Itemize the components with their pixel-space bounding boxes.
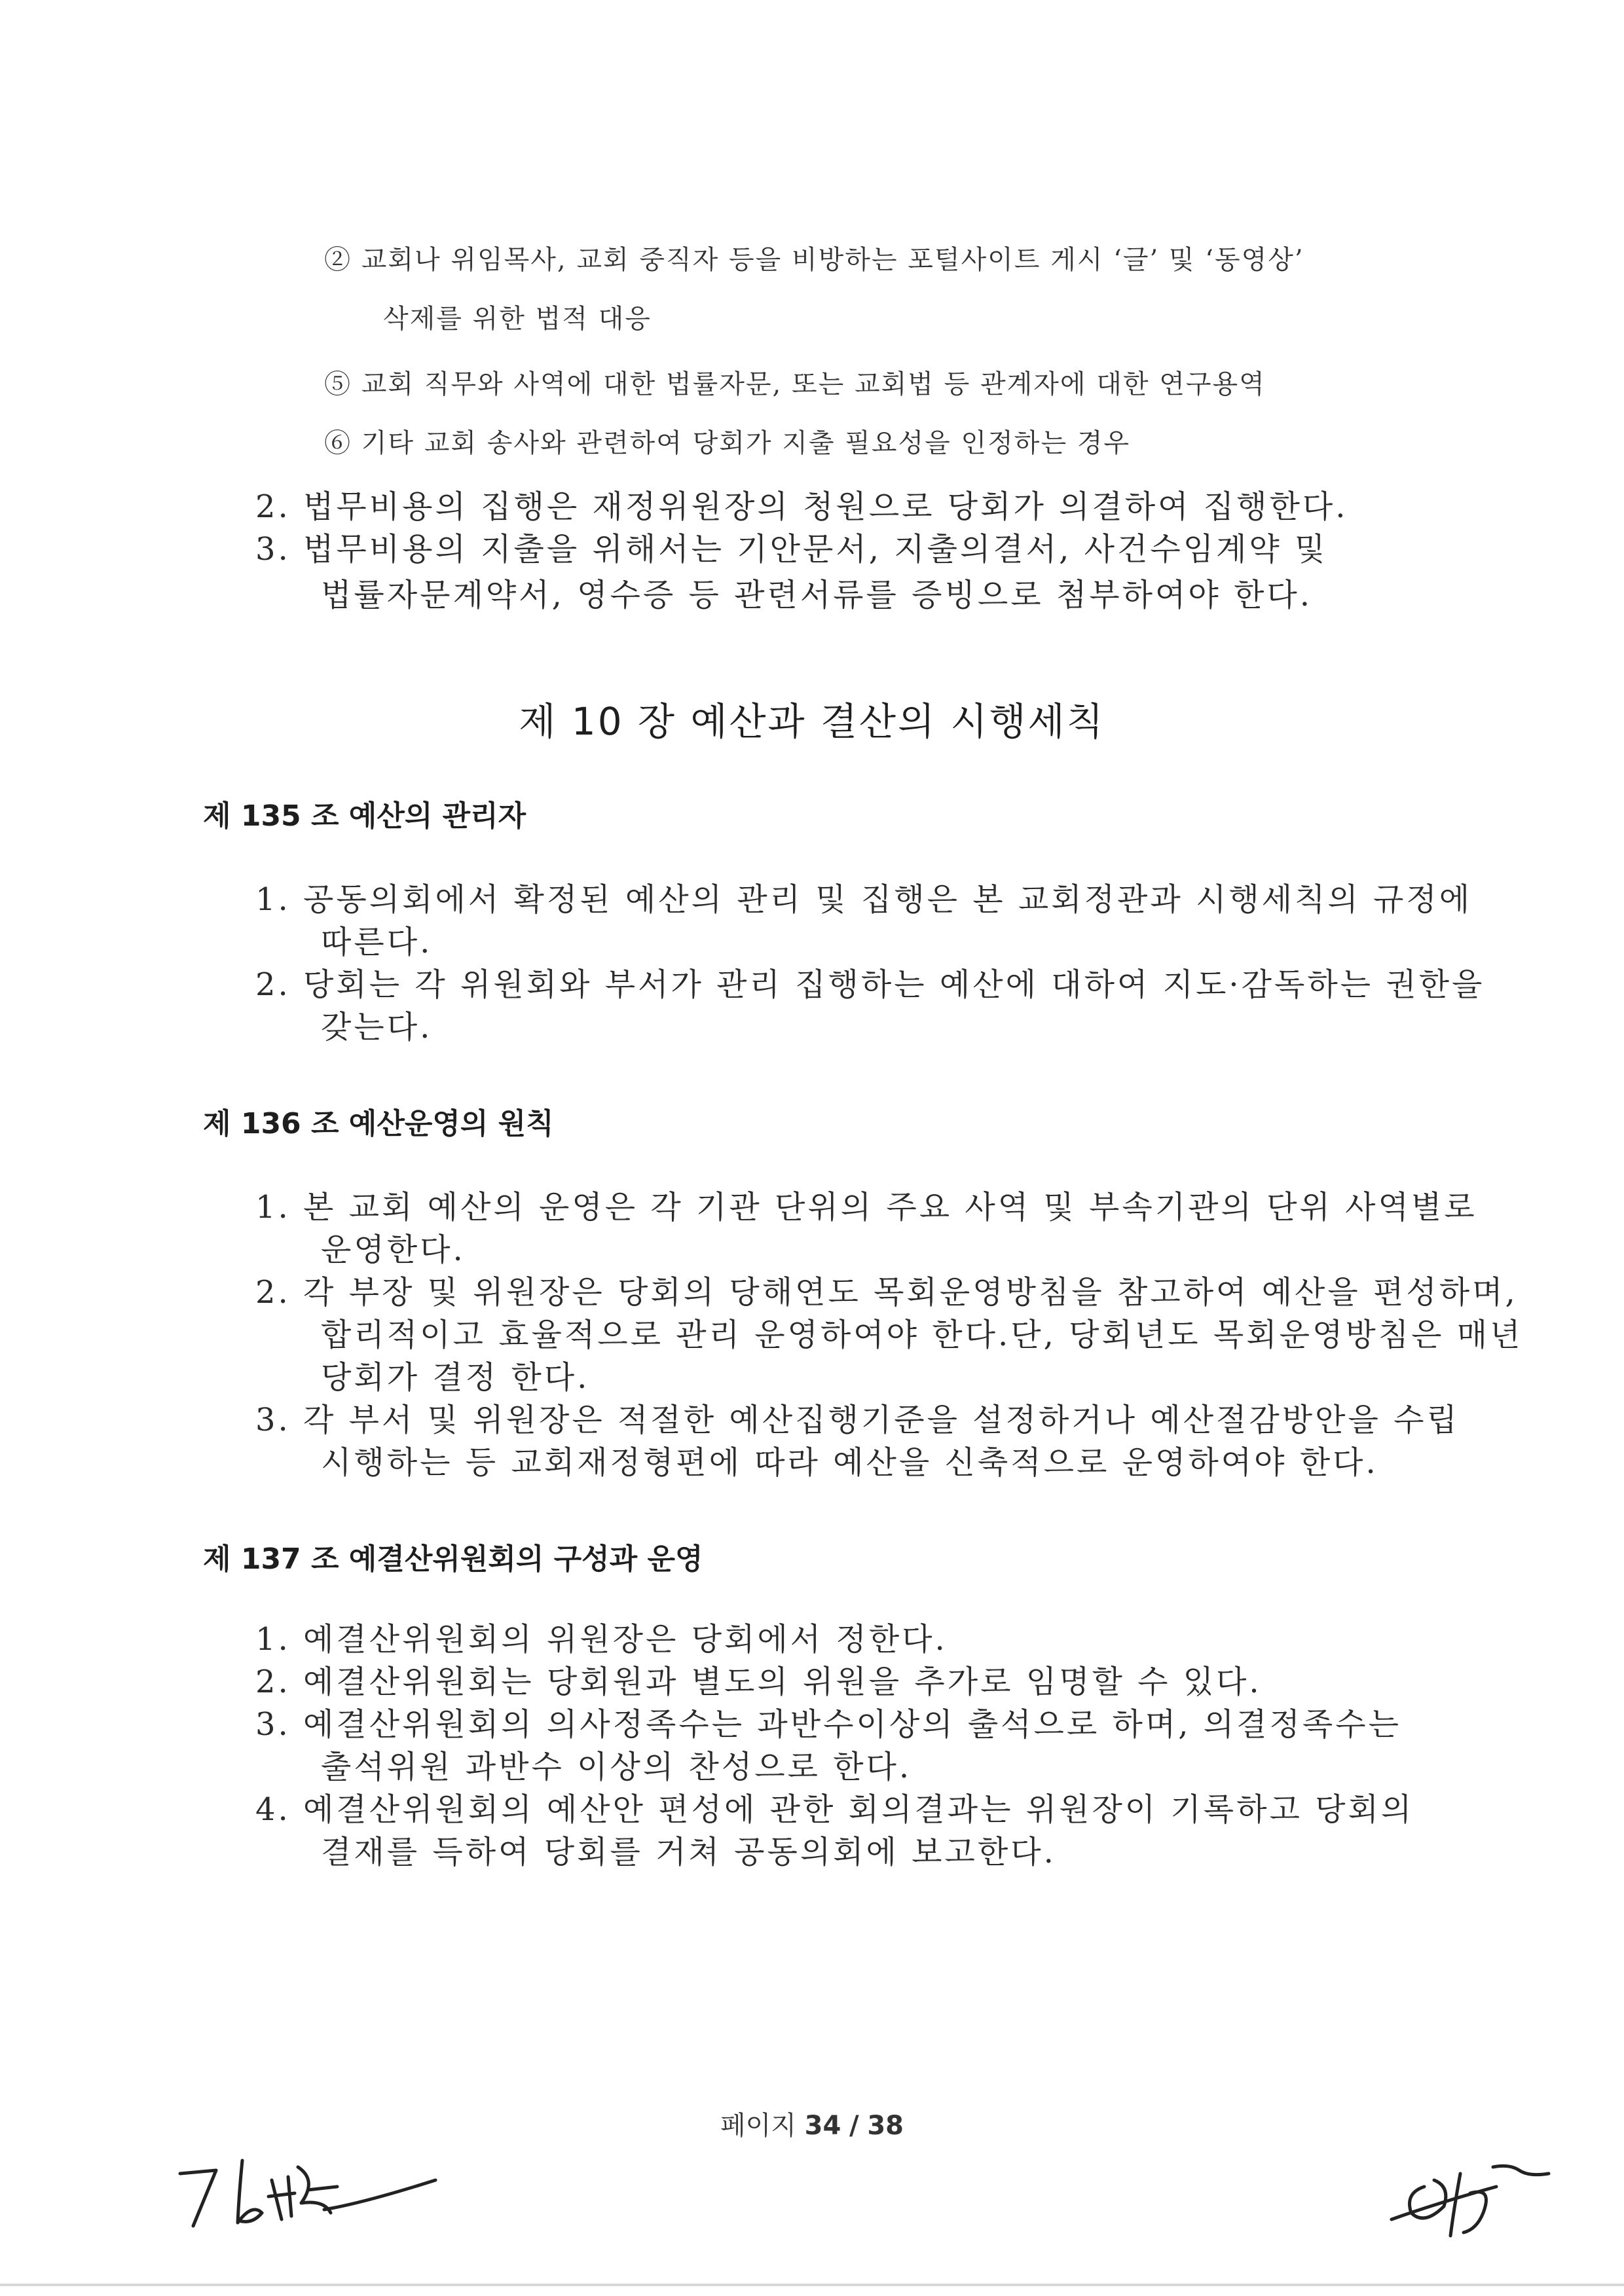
article-137-line: 2. 예결산위원회는 당회원과 별도의 위원을 추가로 임명할 수 있다. <box>255 1664 1262 1700</box>
article-136-line: 2. 각 부장 및 위원장은 당회의 당해연도 목회운영방침을 참고하여 예산을 편성하며, <box>255 1274 1518 1311</box>
sub-item-6: ⑥ 기타 교회 송사와 관련하여 당회가 지출 필요성을 인정하는 경우 <box>324 428 1131 458</box>
article-135-line: 갖는다. <box>321 1009 433 1046</box>
article-135-line: 1. 공동의회에서 확정된 예산의 관리 및 집행은 본 교회정관과 시행세칙의 규정에 <box>255 881 1473 918</box>
article-137-line: 출석위원 과반수 이상의 찬성으로 한다. <box>321 1749 912 1785</box>
article-136-line: 3. 각 부서 및 위원장은 적절한 예산집행기준을 설정하거나 예산절감방안을 수립 <box>255 1402 1460 1438</box>
article-137-title: 제 137 조 예결산위원회의 구성과 운영 <box>203 1542 703 1576</box>
article-137-line: 결재를 득하여 당회를 거쳐 공동의회에 보고한다. <box>321 1834 1056 1870</box>
sub-item-2-line-2: 삭제를 위한 법적 대응 <box>383 304 652 334</box>
sub-item-2-line-1: ② 교회나 위임목사, 교회 중직자 등을 비방하는 포털사이트 게시 ‘글’ 및 ‘동영상’ <box>324 245 1304 275</box>
article-135-title: 제 135 조 예산의 관리자 <box>203 799 526 833</box>
page-current: 34 <box>804 2111 841 2141</box>
clause-2: 2. 법무비용의 집행은 재정위원장의 청원으로 당회가 의결하여 집행한다. <box>255 488 1348 525</box>
article-136-line: 운영한다. <box>321 1231 466 1268</box>
signature-right <box>1378 2147 1575 2246</box>
article-136-line: 합리적이고 효율적으로 관리 운영하여야 한다.단, 당회년도 목회운영방침은 매년 <box>321 1317 1523 1353</box>
sub-item-5: ⑤ 교회 직무와 사역에 대한 법률자문, 또는 교회법 등 관계자에 대한 연구용역 <box>324 369 1266 399</box>
article-135-line: 2. 당회는 각 위원회와 부서가 관리 집행하는 예산에 대하여 지도·감독하는 권한을 <box>255 966 1485 1003</box>
article-137-line: 3. 예결산위원회의 의사정족수는 과반수이상의 출석으로 하며, 의결정족수는 <box>255 1706 1402 1743</box>
page-label: 페이지 <box>720 2111 796 2141</box>
page-separator: / <box>849 2111 859 2141</box>
article-135-line: 따른다. <box>321 924 433 960</box>
bottom-scan-edge <box>0 2284 1624 2286</box>
article-137-line: 4. 예결산위원회의 예산안 편성에 관한 회의결과는 위원장이 기록하고 당회의 <box>255 1791 1414 1828</box>
article-136-line: 당회가 결정 한다. <box>321 1359 590 1396</box>
chapter-title: 제 10 장 예산과 결산의 시행세칙 <box>519 699 1105 744</box>
article-137-line: 1. 예결산위원회의 위원장은 당회에서 정한다. <box>255 1621 948 1658</box>
article-136-line: 1. 본 교회 예산의 운영은 각 기관 단위의 주요 사역 및 부속기관의 단위 사역별로 <box>255 1189 1477 1226</box>
page-total: 38 <box>867 2111 904 2141</box>
signature-left <box>167 2141 442 2239</box>
article-136-line: 시행하는 등 교회재정형편에 따라 예산을 신축적으로 운영하여야 한다. <box>321 1444 1378 1481</box>
article-136-title: 제 136 조 예산운영의 원칙 <box>203 1107 554 1140</box>
clause-3-line-1: 3. 법무비용의 지출을 위해서는 기안문서, 지출의결서, 사건수임계약 및 <box>255 531 1328 568</box>
clause-3-line-2: 법률자문계약서, 영수증 등 관련서류를 증빙으로 첨부하여야 한다. <box>321 577 1313 613</box>
page-number <box>0 2105 1624 2142</box>
